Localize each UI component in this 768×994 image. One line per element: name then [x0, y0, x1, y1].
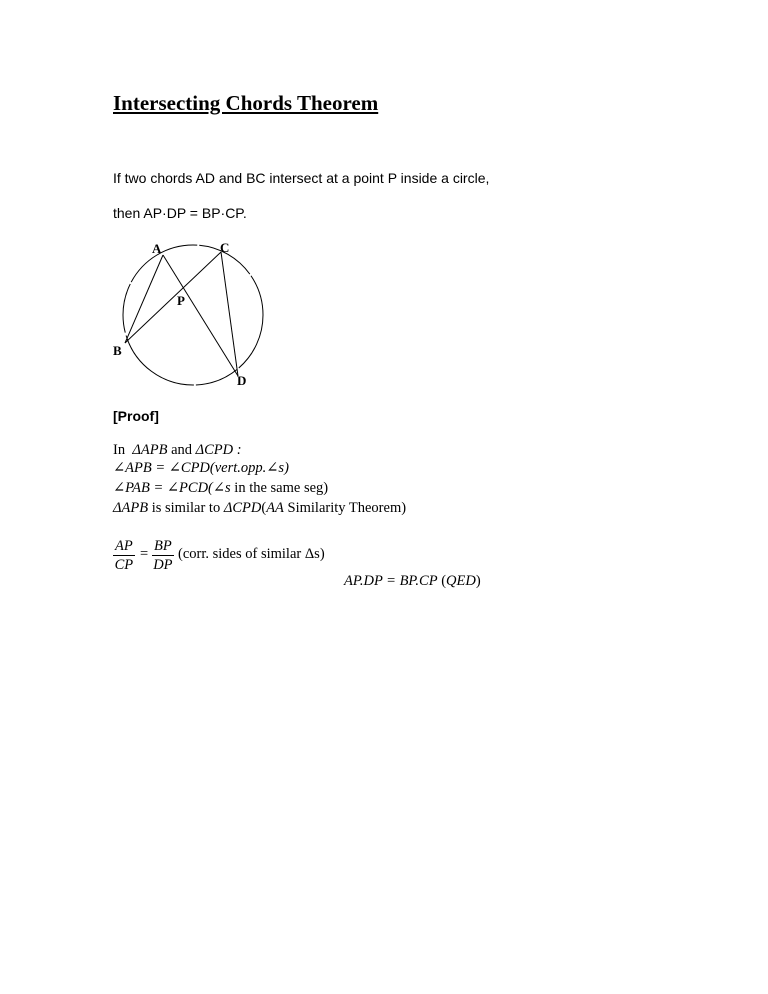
proof-line-4 [113, 500, 406, 517]
qed-paren-open: ( [437, 573, 447, 589]
qed: QED [446, 573, 476, 589]
and-word: and [171, 442, 192, 458]
fraction-bp-dp [152, 537, 174, 574]
label-c: C [220, 240, 230, 255]
conclusion [344, 573, 481, 590]
intersecting-chords-figure [105, 235, 280, 395]
circle [123, 245, 263, 385]
paren-open: ( [261, 500, 267, 516]
chord-ad [163, 255, 238, 376]
reason-vert-opp: (vert.opp.∠s) [209, 460, 289, 476]
angle-equality-1: ∠APB = ∠CPD [113, 460, 210, 476]
angle-equality-2: ∠PAB = ∠PCD [113, 480, 209, 496]
fraction-num-ap: AP [115, 538, 133, 554]
fraction-num-bp: BP [154, 538, 172, 554]
in-word: In [113, 442, 126, 458]
triangle-cpd: ΔCPD : [195, 442, 242, 458]
fraction-den-cp: CP [114, 557, 134, 573]
label-a: A [152, 241, 162, 256]
label-p: P [177, 293, 185, 308]
chord-bc [125, 252, 221, 343]
page-title: Intersecting Chords Theorem [113, 91, 379, 115]
fraction-equals: = [140, 546, 149, 562]
fraction-ap-cp [113, 537, 135, 574]
triangle-cpd-2: ΔCPD [223, 500, 262, 516]
similarity-theorem: Similarity Theorem) [283, 500, 407, 516]
proof-line-3 [113, 480, 328, 497]
qed-paren-close: ) [475, 573, 481, 589]
proof-heading: [Proof] [113, 408, 159, 424]
reason-angles: (∠s [208, 480, 231, 496]
theorem-statement-line1: If two chords AD and BC intersect at a point P inside a circle, [113, 170, 490, 186]
conclusion-expr: AP.DP = BP.CP [344, 573, 438, 589]
fraction-den-dp: DP [153, 557, 173, 573]
label-b: B [113, 343, 122, 358]
fraction-reason: (corr. sides of similar Δs) [178, 546, 325, 562]
triangle-apb-2: ΔAPB [113, 500, 149, 516]
proof-line-2 [113, 460, 289, 477]
theorem-statement-line2: then AP·DP = BP·CP. [113, 205, 247, 221]
is-similar-to: is similar to [148, 500, 224, 516]
segment-cd [221, 252, 238, 376]
segment-ab [125, 255, 163, 343]
reason-same-seg: in the same seg) [230, 480, 329, 496]
label-d: D [237, 373, 247, 388]
triangle-apb: ΔAPB [132, 442, 168, 458]
proof-line-1 [113, 442, 242, 459]
aa-label: AA [266, 500, 284, 516]
